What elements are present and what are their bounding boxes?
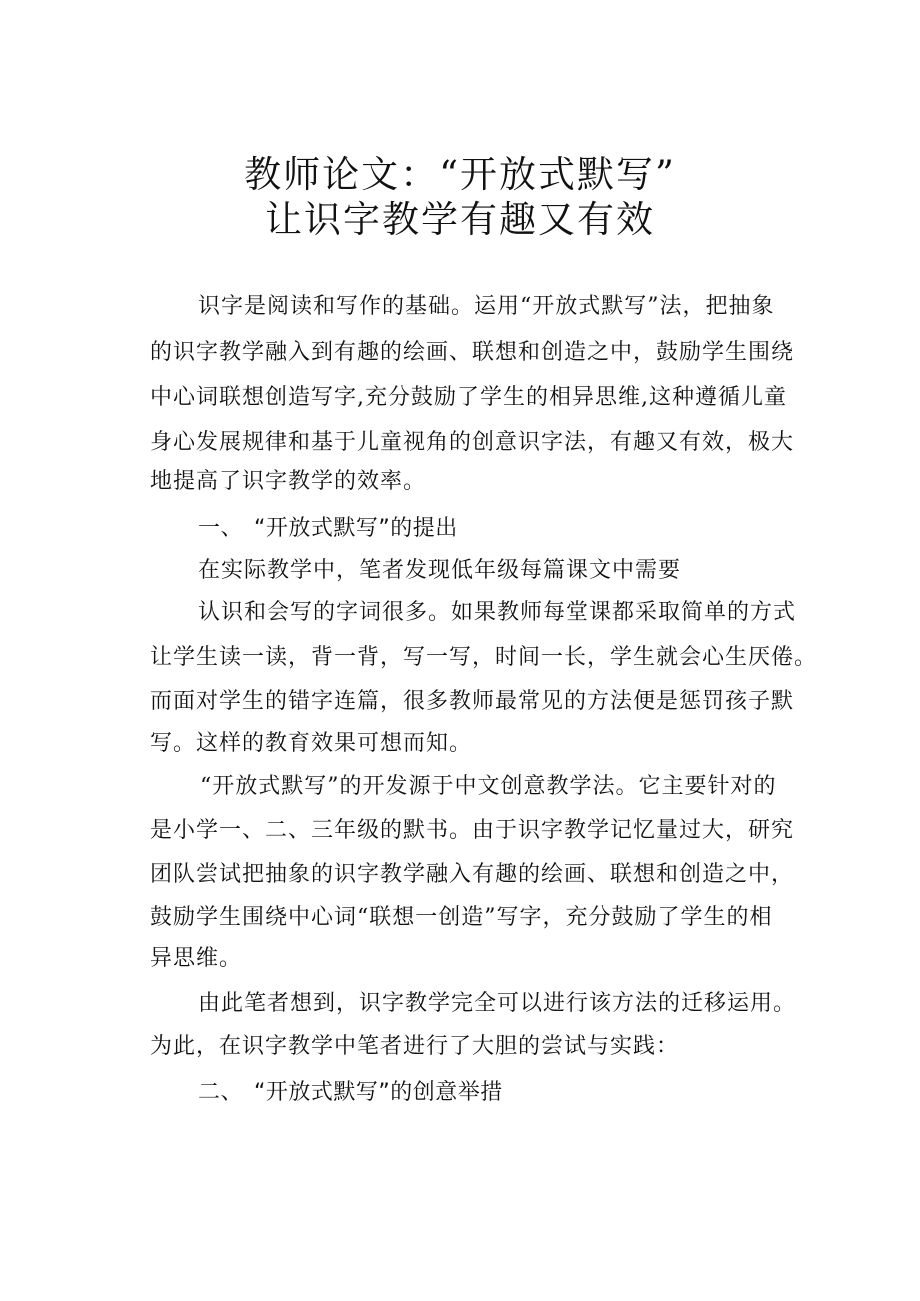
intro-line-4: 身心发展规律和基于儿童视角的创意识字法，有趣又有效，极大 xyxy=(150,430,795,455)
paragraph-1-line-1: 在实际教学中，笔者发现低年级每篇课文中需要 xyxy=(198,558,682,583)
document-title-line-2: 让识字教学有趣又有效 xyxy=(265,198,655,241)
paragraph-2-line-2: 是小学一、二、三年级的默书。由于识字教学记忆量过大，研究 xyxy=(150,818,795,843)
intro-line-1: 识字是阅读和写作的基础。运用“开放式默写”法，把抽象 xyxy=(198,294,775,319)
section-number: 一、 xyxy=(198,516,244,541)
intro-line-2: 的识字教学融入到有趣的绘画、联想和创造之中，鼓励学生围绕 xyxy=(150,340,795,365)
paragraph-2-line-3: 团队尝试把抽象的识字教学融入有趣的绘画、联想和创造之中， xyxy=(150,862,795,887)
paragraph-1-line-3: 让学生读一读，背一背，写一写，时间一长，学生就会心生厌倦。 xyxy=(150,645,818,670)
intro-line-3: 中心词联想创造写字,充分鼓励了学生的相异思维,这种遵循儿童 xyxy=(150,385,787,410)
paragraph-1-line-5: 写。这样的教育效果可想而知。 xyxy=(150,731,473,756)
document-title-line-1: 教师论文：“开放式默写” xyxy=(244,153,676,196)
paragraph-2-line-5: 异思维。 xyxy=(150,946,243,971)
section-title: “开放式默写”的创意举措 xyxy=(254,1080,503,1105)
section-number: 二、 xyxy=(198,1080,244,1105)
paragraph-3-line-1: 由此笔者想到，识字教学完全可以进行该方法的迁移运用。 xyxy=(198,991,797,1016)
section-heading-1 xyxy=(198,514,458,544)
paragraph-3-line-2: 为此，在识字教学中笔者进行了大胆的尝试与实践： xyxy=(150,1034,680,1059)
paragraph-1-line-2: 认识和会写的字词很多。如果教师每堂课都采取简单的方式 xyxy=(198,600,797,625)
paragraph-2-line-4: 鼓励学生围绕中心词“联想一创造”写字，充分鼓励了学生的相 xyxy=(150,905,773,930)
intro-line-5: 地提高了识字教学的效率。 xyxy=(150,469,427,494)
section-title: “开放式默写”的提出 xyxy=(254,516,458,541)
section-heading-2 xyxy=(198,1078,503,1108)
paragraph-2-line-1: “开放式默写”的开发源于中文创意教学法。它主要针对的 xyxy=(200,774,777,799)
paragraph-1-line-4: 而面对学生的错字连篇，很多教师最常见的方法便是惩罚孩子默 xyxy=(150,689,795,714)
